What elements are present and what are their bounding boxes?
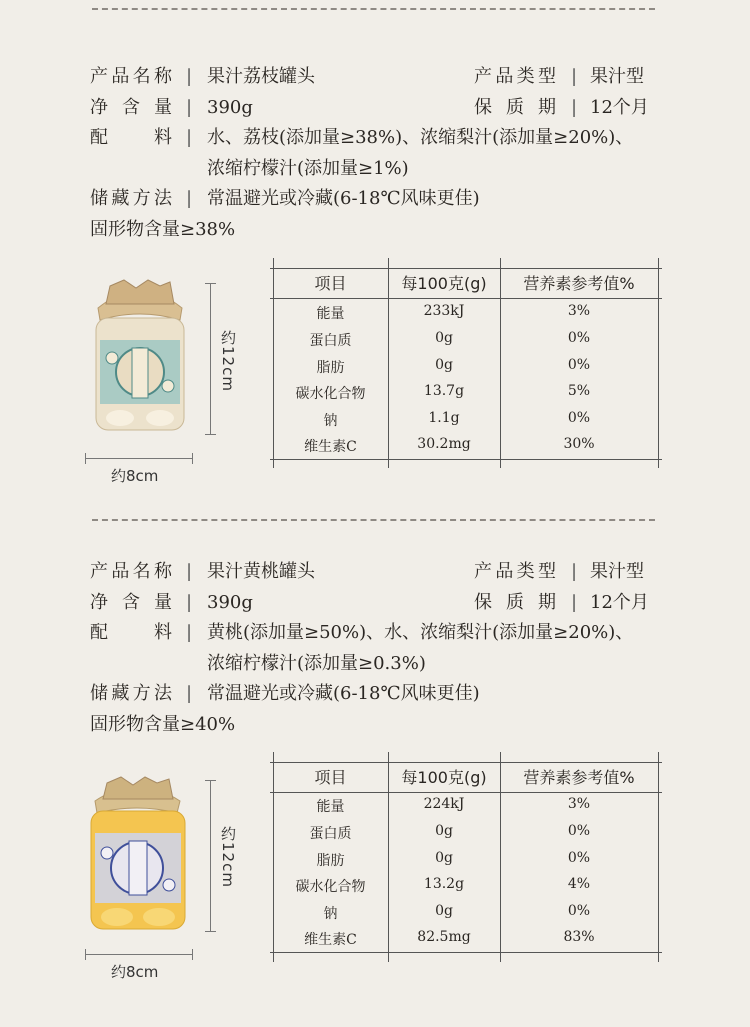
width-dimension-line xyxy=(85,458,193,459)
net-label: 净 含 量 xyxy=(90,96,172,118)
type-label: 产 品 类 型 xyxy=(474,561,556,582)
table-header: 营养素参考值% xyxy=(523,768,635,787)
ingredients-label: 配 料 xyxy=(90,127,172,148)
product-type: 果汁型 xyxy=(590,66,644,87)
separator: | xyxy=(186,127,193,148)
separator: | xyxy=(571,66,578,87)
product-info-yellow-peach xyxy=(90,557,660,740)
separator: | xyxy=(186,622,193,643)
shelf-label: 保 质 期 xyxy=(474,591,556,613)
yellow-peach-jar-image xyxy=(85,775,190,935)
table-cell: 0% xyxy=(567,823,591,839)
width-label: 约8cm xyxy=(111,467,159,485)
table-cell: 脂肪 xyxy=(316,360,345,376)
table-cell: 0g xyxy=(435,903,453,919)
ingredients-line-1: 黄桃(添加量≥50%)、水、浓缩梨汁(添加量≥20%)、 xyxy=(207,622,634,643)
product-type: 果汁型 xyxy=(590,561,644,582)
table-header: 营养素参考值% xyxy=(523,274,635,293)
height-label: 约12cm xyxy=(219,330,237,392)
name-label: 产 品 名 称 xyxy=(90,66,172,87)
width-label: 约8cm xyxy=(111,963,159,981)
table-cell: 钠 xyxy=(323,413,338,429)
product-name: 果汁黄桃罐头 xyxy=(207,561,315,582)
separator: | xyxy=(571,96,578,118)
table-header: 项目 xyxy=(314,274,347,293)
shelf-label: 保 质 期 xyxy=(474,96,556,118)
divider xyxy=(92,519,655,521)
table-cell: 0% xyxy=(567,410,591,426)
lychee-jar-image xyxy=(90,278,190,438)
separator: | xyxy=(186,66,193,87)
table-header: 每100克(g) xyxy=(401,274,487,293)
ingredients-line-2: 浓缩柠檬汁(添加量≥1%) xyxy=(207,157,409,179)
storage-method: 常温避光或冷藏(6-18℃风味更佳) xyxy=(207,188,480,209)
ingredients-label: 配 料 xyxy=(90,622,172,643)
separator: | xyxy=(571,591,578,613)
table-cell: 蛋白质 xyxy=(309,333,352,349)
table-cell: 钠 xyxy=(323,906,338,922)
table-cell: 脂肪 xyxy=(316,853,345,869)
table-cell: 233kJ xyxy=(423,303,465,319)
product-name: 果汁荔枝罐头 xyxy=(207,66,315,87)
product-info-lychee xyxy=(90,62,660,245)
table-cell: 5% xyxy=(567,383,591,399)
table-cell: 0% xyxy=(567,903,591,919)
shelf-life: 12个月 xyxy=(590,591,649,613)
ingredients-line-1: 水、荔枝(添加量≥38%)、浓缩梨汁(添加量≥20%)、 xyxy=(207,127,634,148)
height-dimension-line xyxy=(210,780,211,932)
height-label: 约12cm xyxy=(219,826,237,888)
divider xyxy=(92,8,655,10)
table-cell: 能量 xyxy=(316,306,345,322)
table-cell: 0% xyxy=(567,357,591,373)
separator: | xyxy=(186,591,193,613)
table-cell: 4% xyxy=(567,876,591,892)
table-cell: 1.1g xyxy=(428,410,460,426)
type-label: 产 品 类 型 xyxy=(474,66,556,87)
nutrition-table xyxy=(270,258,662,468)
table-header: 每100克(g) xyxy=(401,768,487,787)
table-cell: 83% xyxy=(563,929,595,945)
solid-content: 固形物含量≥38% xyxy=(90,218,236,240)
table-cell: 0% xyxy=(567,330,591,346)
solid-content: 固形物含量≥40% xyxy=(90,713,236,735)
table-cell: 0% xyxy=(567,850,591,866)
table-cell: 30% xyxy=(563,436,595,452)
table-cell: 0g xyxy=(435,850,453,866)
table-cell: 维生素C xyxy=(304,932,357,948)
net-weight: 390g xyxy=(207,591,253,613)
net-weight: 390g xyxy=(207,96,253,118)
separator: | xyxy=(186,96,193,118)
storage-label: 储 藏 方 法 xyxy=(90,683,172,704)
separator: | xyxy=(186,561,193,582)
net-label: 净 含 量 xyxy=(90,591,172,613)
separator: | xyxy=(571,561,578,582)
nutrition-table xyxy=(270,752,662,962)
separator: | xyxy=(186,683,193,704)
table-cell: 30.2mg xyxy=(417,436,471,452)
separator: | xyxy=(186,188,193,209)
table-cell: 碳水化合物 xyxy=(295,879,366,895)
table-cell: 维生素C xyxy=(304,439,357,455)
table-header: 项目 xyxy=(314,768,347,787)
table-cell: 82.5mg xyxy=(417,929,471,945)
width-dimension-line xyxy=(85,954,193,955)
table-cell: 3% xyxy=(567,303,591,319)
table-cell: 13.2g xyxy=(423,876,465,892)
table-cell: 224kJ xyxy=(423,796,465,812)
table-cell: 13.7g xyxy=(423,383,465,399)
table-cell: 0g xyxy=(435,330,453,346)
ingredients-line-2: 浓缩柠檬汁(添加量≥0.3%) xyxy=(207,652,426,674)
table-cell: 蛋白质 xyxy=(309,826,352,842)
table-cell: 3% xyxy=(567,796,591,812)
table-cell: 0g xyxy=(435,357,453,373)
name-label: 产 品 名 称 xyxy=(90,561,172,582)
table-cell: 0g xyxy=(435,823,453,839)
storage-label: 储 藏 方 法 xyxy=(90,188,172,209)
storage-method: 常温避光或冷藏(6-18℃风味更佳) xyxy=(207,683,480,704)
table-cell: 碳水化合物 xyxy=(295,386,366,402)
height-dimension-line xyxy=(210,283,211,435)
table-cell: 能量 xyxy=(316,799,345,815)
shelf-life: 12个月 xyxy=(590,96,649,118)
